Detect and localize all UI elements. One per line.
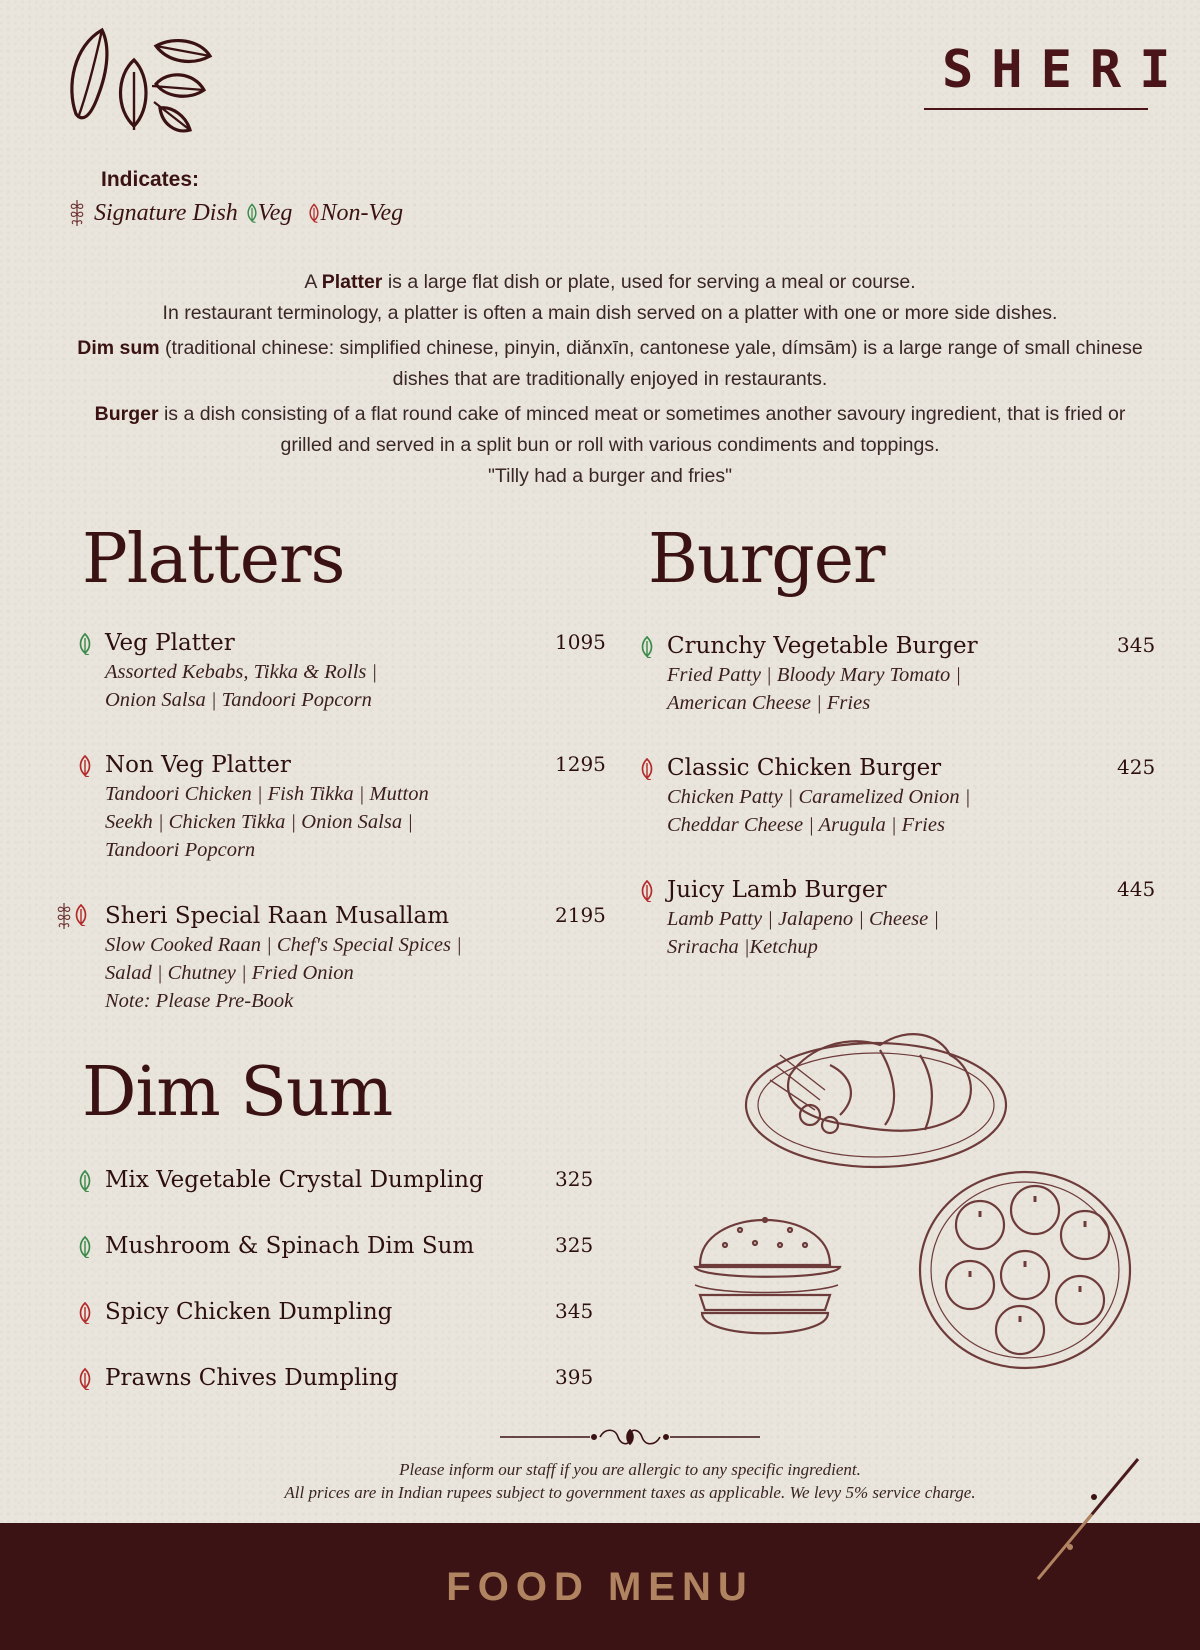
- description-block: [70, 267, 1150, 496]
- ornament-divider-icon: [500, 1424, 760, 1450]
- item-description: [667, 661, 1157, 717]
- item-desc-line: Salad | Chutney | Fried Onion: [105, 962, 354, 984]
- item-description: [105, 780, 605, 864]
- nonveg-leaf-icon: [74, 904, 88, 926]
- item-desc-line: Seekh | Chicken Tikka | Onion Salsa |: [105, 811, 413, 833]
- nonveg-leaf-icon: [640, 758, 654, 780]
- item-name: Prawns Chives Dumpling: [105, 1365, 399, 1391]
- item-price: 345: [1117, 633, 1156, 657]
- item-desc-line: Note: Please Pre-Book: [105, 990, 294, 1012]
- legend-row: [68, 198, 411, 228]
- platter-text-c: In restaurant terminology, a platter is often a main dish served on a platter with one or more side dishes.: [162, 302, 1058, 324]
- menu-item: [667, 877, 1157, 961]
- item-desc-line: Chicken Patty | Caramelized Onion |: [667, 786, 971, 808]
- veg-leaf-icon: [78, 1170, 92, 1192]
- allergy-note: Please inform our staff if you are allergic to any specific ingredient.: [399, 1460, 861, 1479]
- burger-title: Burger: [648, 520, 885, 599]
- burger-quote: "Tilly had a burger and fries": [488, 465, 732, 487]
- menu-item: [667, 755, 1157, 839]
- legend-veg-label: Veg: [257, 199, 293, 226]
- item-price: 445: [1117, 877, 1156, 901]
- item-name: Spicy Chicken Dumpling: [105, 1299, 393, 1325]
- item-desc-line: Onion Salsa | Tandoori Popcorn: [105, 689, 372, 711]
- item-name: Classic Chicken Burger: [667, 755, 942, 781]
- item-name: Non Veg Platter: [105, 752, 291, 778]
- footer-title: FOOD MENU: [446, 1565, 754, 1609]
- menu-item: [105, 903, 605, 1015]
- item-desc-line: Lamb Patty | Jalapeno | Cheese |: [667, 908, 939, 930]
- menu-item: [667, 633, 1157, 717]
- item-desc-line: Sriracha |Ketchup: [667, 936, 818, 958]
- platter-term: Platter: [321, 271, 383, 293]
- item-price: 325: [555, 1167, 594, 1191]
- food-illustration-icon: [680, 1005, 1140, 1395]
- item-name: Veg Platter: [105, 630, 235, 656]
- item-price: 425: [1117, 755, 1156, 779]
- item-description: [667, 783, 1157, 839]
- item-price: 2195: [555, 903, 606, 927]
- item-price: 345: [555, 1299, 594, 1323]
- item-name: Mushroom & Spinach Dim Sum: [105, 1233, 475, 1259]
- item-desc-line: Slow Cooked Raan | Chef's Special Spices |: [105, 934, 462, 956]
- item-price: 1295: [555, 752, 606, 776]
- platter-description: [70, 267, 1150, 329]
- item-name: Juicy Lamb Burger: [667, 877, 887, 903]
- notes: [100, 1458, 1160, 1504]
- legend-nonveg-label: Non-Veg: [320, 199, 404, 226]
- veg-leaf-icon: [78, 633, 92, 655]
- dimsum-text: (traditional chinese: simplified chinese, pinyin, diǎnxīn, cantonese yale, dímsām) is a large range of small chinese dishes that are traditionally enjoyed in restaurants.: [165, 337, 1143, 390]
- menu-item: [105, 752, 605, 864]
- platter-text-a: A: [304, 271, 317, 293]
- legend-signature-label: Signature Dish: [94, 199, 238, 226]
- item-desc-line: American Cheese | Fries: [667, 692, 871, 714]
- leaves-logo-icon: [64, 26, 224, 141]
- dimsum-title: Dim Sum: [82, 1053, 393, 1132]
- legend-title: Indicates:: [101, 168, 200, 191]
- veg-leaf-icon: [640, 636, 654, 658]
- item-description: [667, 905, 1157, 961]
- menu-item: [105, 630, 605, 714]
- legend: [68, 168, 411, 228]
- item-description: [105, 658, 605, 714]
- nonveg-leaf-icon: [640, 880, 654, 902]
- price-note: All prices are in Indian rupees subject to government taxes as applicable. We levy 5% service charge.: [284, 1483, 976, 1502]
- nonveg-leaf-icon: [78, 755, 92, 777]
- item-desc-line: Assorted Kebabs, Tikka & Rolls |: [105, 661, 378, 683]
- item-price: 325: [555, 1233, 594, 1257]
- dimsum-description: [70, 333, 1150, 395]
- nonveg-leaf-icon: [78, 1368, 92, 1390]
- brand-underline: [924, 108, 1148, 110]
- menu-item: [105, 1233, 605, 1259]
- item-desc-line: Tandoori Popcorn: [105, 839, 256, 861]
- burger-description: [70, 399, 1150, 492]
- item-price: 395: [555, 1365, 594, 1389]
- item-desc-line: Tandoori Chicken | Fish Tikka | Mutton: [105, 783, 429, 805]
- platter-text-b: is a large flat dish or plate, used for serving a meal or course.: [387, 271, 916, 293]
- menu-item: [105, 1167, 605, 1193]
- item-description: [105, 931, 605, 1015]
- item-name: Sheri Special Raan Musallam: [105, 903, 450, 929]
- brand-name: SHERI: [942, 40, 1189, 100]
- menu-item: [105, 1299, 605, 1325]
- item-price: 1095: [555, 630, 606, 654]
- burger-text: is a dish consisting of a flat round cake of minced meat or sometimes another savoury ingredient, that is fried or grilled and served in a split bun or roll with various condiments and toppings.: [163, 403, 1126, 456]
- nonveg-leaf-icon: [78, 1302, 92, 1324]
- veg-leaf-icon: [78, 1236, 92, 1258]
- menu-item: [105, 1365, 605, 1391]
- veg-leaf-icon: [246, 203, 258, 223]
- brand-logo: [924, 40, 1189, 110]
- nonveg-leaf-icon: [308, 203, 320, 223]
- signature-dish-icon: [68, 198, 86, 228]
- dimsum-term: Dim sum: [77, 337, 160, 359]
- item-desc-line: Cheddar Cheese | Arugula | Fries: [667, 814, 945, 836]
- burger-term: Burger: [94, 403, 159, 425]
- item-name: Mix Vegetable Crystal Dumpling: [105, 1167, 484, 1193]
- item-desc-line: Fried Patty | Bloody Mary Tomato |: [667, 664, 962, 686]
- signature-dish-icon: [55, 901, 73, 931]
- chopsticks-icon: [1030, 1455, 1150, 1585]
- item-name: Crunchy Vegetable Burger: [667, 633, 978, 659]
- platters-title: Platters: [82, 520, 345, 599]
